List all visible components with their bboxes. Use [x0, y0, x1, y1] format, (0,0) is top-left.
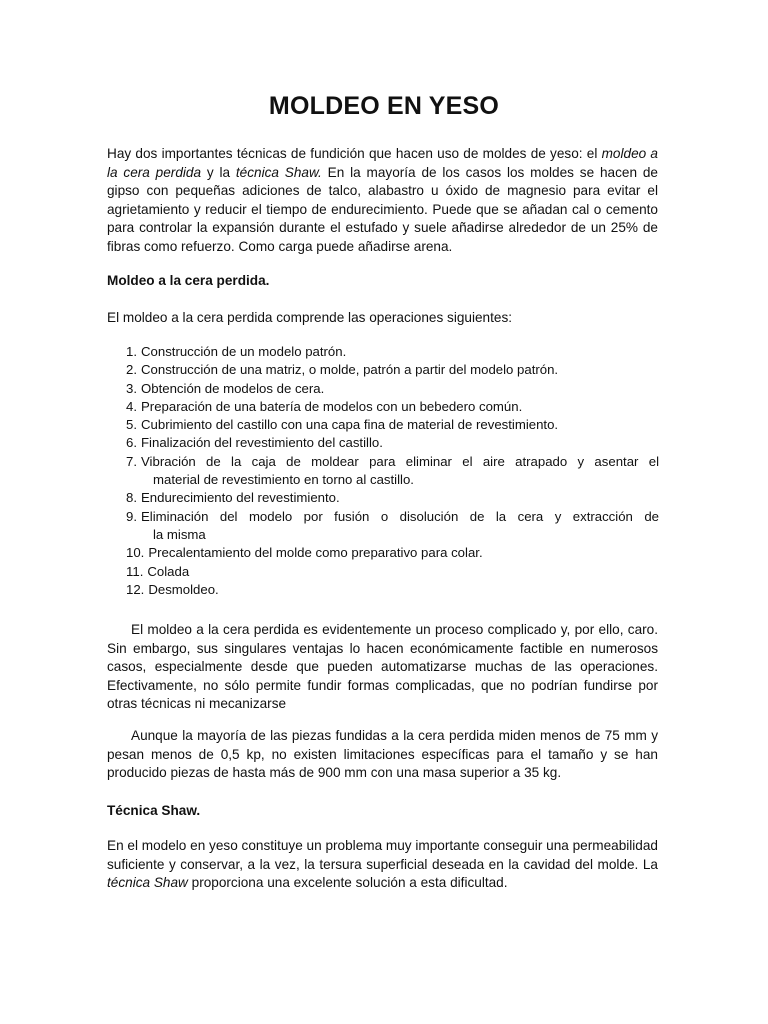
intro-text-2: y la: [201, 164, 236, 180]
shaw-text-1: En el modelo en yeso constituye un problema muy importante conseguir una permeabilidad suficiente y conservar, a la vez, la tersura superficial deseada en la cavidad del molde. La: [107, 838, 658, 872]
paragraph-piezas: [107, 727, 658, 783]
list-item-continuation: material de revestimiento en torno al castillo.: [153, 472, 414, 488]
list-item: [126, 544, 659, 562]
intro-emphasis-2: técnica Shaw.: [235, 164, 322, 180]
list-item-number: 1.: [126, 344, 137, 359]
list-item: [126, 489, 659, 507]
intro-paragraph: [107, 145, 658, 257]
list-item-number: 10.: [126, 545, 145, 561]
list-item-number: 2.: [126, 362, 137, 378]
intro-text-3: En la mayoría de los casos los moldes se hacen de gipso con pequeñas adiciones de talco, alabastro u óxido de magnesio para evitar el agrietamiento y reducir el tiempo de endurecimiento. Puede que se añadan cal o cemento para controlar la expansión durante el estufado y suele añadirse alrededor de un 25% de fibras como refuerzo. Como carga puede añadirse arena.: [107, 164, 658, 254]
list-item-number: 5.: [126, 417, 137, 433]
list-item-number: 11.: [126, 563, 144, 579]
list-item-text: [148, 581, 659, 599]
section-heading-tecnica-shaw: Técnica Shaw.: [107, 803, 201, 818]
list-item: [126, 434, 659, 452]
list-item-text: [141, 453, 659, 490]
list-item: [126, 398, 659, 416]
shaw-paragraph: [107, 837, 658, 893]
list-item-text-line: Construcción de una matriz, o molde, patrón a partir del modelo patrón.: [141, 362, 559, 378]
list-item-number: 8.: [126, 490, 137, 506]
list-item-text: [141, 380, 659, 398]
list-item: [126, 380, 659, 398]
list-item-text: [147, 563, 659, 581]
list-item-text: [148, 544, 659, 562]
intro-text-1: Hay dos importantes técnicas de fundición que hacen uso de moldes de yeso: el: [107, 146, 602, 161]
list-item-text: [141, 508, 659, 545]
section-lead: El moldeo a la cera perdida comprende las operaciones siguientes:: [107, 310, 513, 325]
list-item-text-line: Precalentamiento del molde como preparativo para colar.: [148, 545, 483, 561]
list-item-text-line: Endurecimiento del revestimiento.: [141, 490, 340, 506]
list-item-text-line: Cubrimiento del castillo con una capa fina de material de revestimiento.: [141, 417, 559, 433]
list-item-text: [141, 398, 659, 416]
list-item-number: 4.: [126, 398, 137, 414]
list-item-text-line: Eliminación del modelo por fusión o disolución de la cera y extracción de: [141, 508, 659, 524]
paragraph-complicado-text: El moldeo a la cera perdida es evidentemente un proceso complicado y, por ello, caro. Sin embargo, sus singulares ventajas lo hacen económicamente factible en numerosos casos, especialmente desde que pueden automatizarse muchas de las operaciones. Efectivamente, no sólo permite fundir formas complicadas, que no podrían fundirse por otras técnicas ni mecanizarse: [107, 622, 658, 712]
list-item-continuation: la misma: [153, 526, 206, 542]
list-item-text-line: Obtención de modelos de cera.: [141, 380, 325, 396]
list-item-number: 12.: [126, 581, 145, 597]
section-heading-cera-perdida: Moldeo a la cera perdida.: [107, 273, 270, 288]
list-item: [126, 581, 659, 599]
list-item: [126, 508, 659, 545]
list-item-text-line: Preparación de una batería de modelos con un bebedero común.: [141, 398, 523, 414]
paragraph-piezas-text: Aunque la mayoría de las piezas fundidas a la cera perdida miden menos de 75 mm y pesan menos de 0,5 kp, no existen limitaciones específicas para el tamaño y se han producido piezas de hasta más de 900 mm con una masa superior a 35 kg.: [107, 728, 658, 781]
list-item: [126, 563, 659, 581]
list-item-text: [141, 416, 659, 434]
list-item-number: 7.: [126, 453, 137, 469]
list-item-text-line: Desmoldeo.: [148, 581, 219, 597]
list-item-text: [141, 489, 659, 507]
shaw-emphasis: técnica Shaw: [107, 875, 188, 891]
list-item-text: [141, 434, 659, 452]
list-item: [126, 361, 659, 379]
list-item: [126, 343, 659, 361]
list-item-text-line: Colada: [147, 563, 190, 579]
list-item-text: [141, 361, 659, 379]
list-item-text-line: Vibración de la caja de moldear para eliminar el aire atrapado y asentar el: [141, 453, 659, 469]
list-item-number: 9.: [126, 508, 137, 524]
paragraph-complicado: [107, 621, 658, 714]
list-item-number: 3.: [126, 380, 137, 396]
document-title: MOLDEO EN YESO: [268, 92, 500, 120]
list-item: [126, 453, 659, 490]
operations-list: [126, 343, 659, 599]
intro-emphasis-1: moldeo a la cera perdida: [107, 146, 658, 180]
shaw-text-2: proporciona una excelente solución a esta dificultad.: [187, 875, 508, 891]
list-item-text-line: Finalización del revestimiento del castillo.: [141, 435, 383, 451]
list-item-text: [141, 343, 659, 361]
list-item: [126, 416, 659, 434]
list-item-text-line: Construcción de un modelo patrón.: [141, 344, 347, 359]
list-item-number: 6.: [126, 435, 137, 451]
